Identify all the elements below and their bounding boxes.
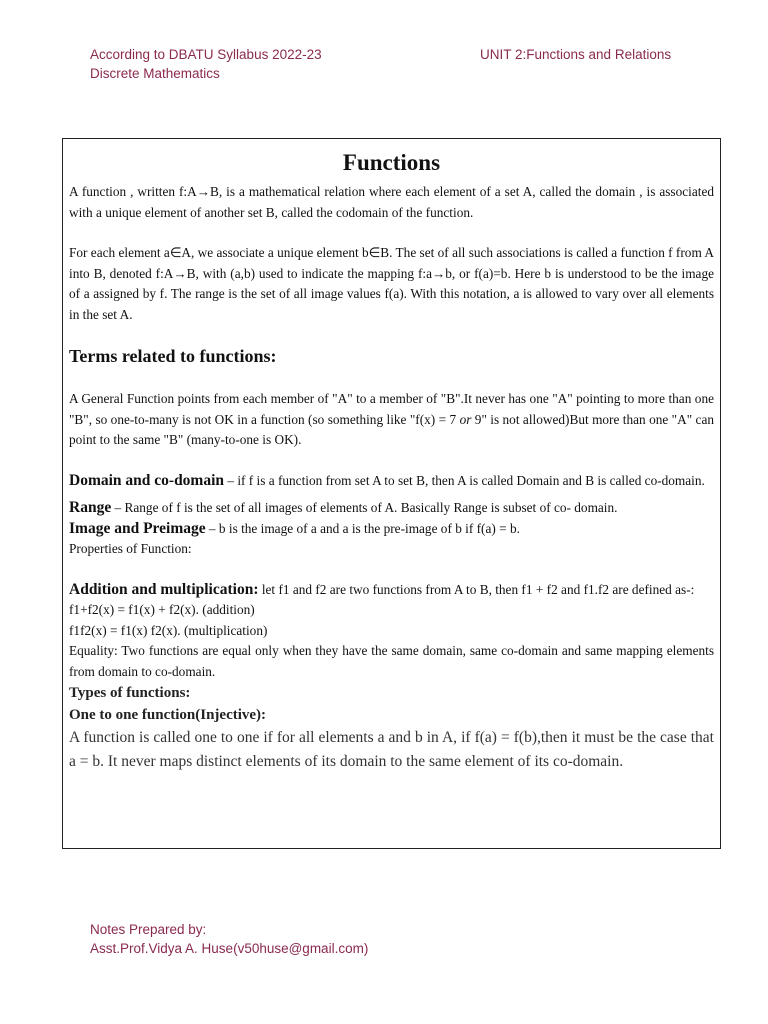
addmul-term: Addition and multiplication:	[69, 580, 259, 598]
terms-heading: Terms related to functions:	[69, 346, 277, 366]
types-heading: Types of functions:	[69, 685, 191, 701]
image-term: Image and Preimage	[69, 519, 206, 537]
general-text-pre: A General Function points from each member of "A" to a member of "B".It never has one "A" pointing to more than one "B", so one-to-many is not OK in a function (so something like "f(x) = 7	[69, 391, 714, 427]
image-paragraph	[69, 519, 714, 540]
general-function-paragraph	[69, 389, 714, 451]
injective-paragraph: A function is called one to one if for all elements a and b in A, if f(a) = f(b),then it must be the case that a = b. It never maps distinct elements of its domain to the same element of its co-domain.	[69, 729, 714, 770]
header-left	[90, 45, 322, 83]
general-text-post: 9" is not allowed)But more than one "A" can point to the same "B" (many-to-one is OK).	[69, 411, 714, 447]
page-title: Functions	[342, 150, 441, 175]
domain-text: – if f is a function from set A to set B, then A is called Domain and B is called co-domain.	[224, 472, 705, 488]
multiplication-line: f1f2(x) = f1(x) f2(x). (multiplication)	[69, 622, 268, 638]
addmul-paragraph	[69, 580, 714, 601]
footer-label: Notes Prepared by:	[90, 922, 207, 937]
equality-paragraph: Equality: Two functions are equal only when they have the same domain, same co-domain and same mapping elements from domain to co-domain.	[69, 643, 714, 679]
addition-line: f1+f2(x) = f1(x) + f2(x). (addition)	[69, 602, 255, 617]
syllabus-label: According to DBATU Syllabus 2022-23	[90, 47, 322, 62]
intro-paragraph-2: For each element a∈A, we associate a unique element b∈B. The set of all such associations is called a function f from A into B, denoted f:A→B, with (a,b) used to indicate the mapping f:a→b, or f(a)=b. Here b is understood to be the image of a assigned by f. The range is the set of all image values f(a). With this notation, a is allowed to vary over all elements in the set A.	[69, 245, 714, 322]
intro-paragraph-1: A function , written f:A→B, is a mathematical relation where each element of a set A, called the domain , is associated with a unique element of another set B, called the codomain of the function.	[69, 184, 714, 220]
injective-heading: One to one function(Injective):	[69, 707, 267, 723]
range-text: – Range of f is the set of all images of elements of A. Basically Range is subset of co- domain.	[111, 500, 618, 515]
image-text: – b is the image of a and a is the pre-image of b if f(a) = b.	[205, 520, 520, 536]
general-or: or	[459, 411, 472, 427]
range-term: Range	[69, 499, 112, 516]
content-box	[62, 138, 721, 849]
domain-paragraph	[69, 471, 714, 492]
subject-label: Discrete Mathematics	[90, 66, 220, 81]
author-label: Asst.Prof.Vidya A. Huse(v50huse@gmail.com)	[90, 941, 369, 956]
domain-term: Domain and co-domain	[69, 471, 225, 489]
unit-label: UNIT 2:Functions and Relations	[480, 47, 672, 62]
addmul-text: let f1 and f2 are two functions from A to B, then f1 + f2 and f1.f2 are defined as-:	[258, 581, 695, 597]
range-paragraph	[69, 498, 714, 519]
properties-label: Properties of Function:	[69, 541, 192, 556]
footer	[90, 920, 368, 958]
